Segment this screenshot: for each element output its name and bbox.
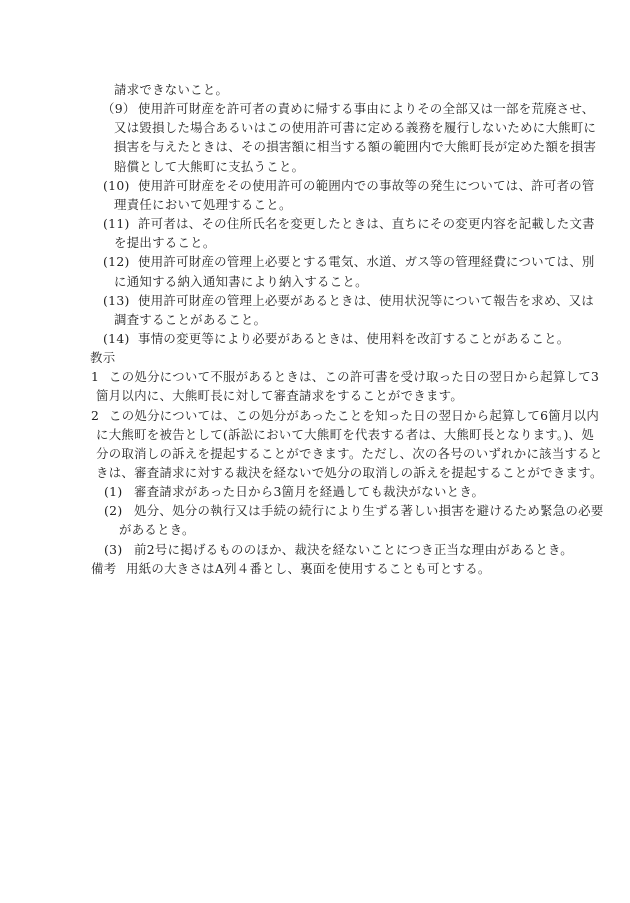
condition-text: 事情の変更等により必要があるときは、使用料を改訂することがあること。	[138, 330, 570, 346]
condition-text: 又は毀損した場合あるいはこの使用許可書に定める義務を履行しないために大熊町に	[114, 120, 597, 136]
condition-text: に通知する納入通知書により納入すること。	[114, 273, 368, 289]
condition-text: 使用許可財産をその使用許可の範囲内での事故等の発生については、許可者の管	[138, 177, 595, 193]
instruction-number: 1	[91, 369, 100, 385]
subitem-number: (2)	[104, 503, 123, 519]
condition-text: 許可者は、その住所氏名を変更したときは、直ちにその変更内容を記載した文書	[138, 216, 595, 232]
condition-number: (10)	[103, 177, 130, 193]
condition-text: 賠償として大熊町に支払うこと。	[114, 158, 305, 174]
instruction-text: 箇月以内に、大熊町長に対して審査請求をすることができます。	[96, 388, 464, 404]
subitem-text: 処分、処分の執行又は手続の続行により生ずる著しい損害を避けるため緊急の必要	[134, 503, 604, 519]
instruction-text: きは、審査請求に対する裁決を経ないで処分の取消しの訴えを提起することができます。	[96, 465, 603, 480]
condition-text: 使用許可財産の管理上必要があるときは、使用状況等について報告を求め、又は	[138, 292, 595, 308]
condition-text: 理責任において処理すること。	[114, 196, 292, 212]
condition-number: (12)	[103, 254, 130, 270]
condition-text: を提出すること。	[114, 235, 216, 251]
instruction-heading: 教示	[90, 350, 116, 366]
instruction-text: この処分について不服があるときは、この許可書を受け取った日の翌日から起算して3	[109, 369, 600, 385]
remarks-text: 用紙の大きさはA列４番とし、裏面を使用することも可とする。	[126, 560, 491, 576]
subitem-number: (3)	[104, 541, 123, 557]
condition-text: 調査することがあること。	[114, 311, 267, 327]
condition-text: 使用許可財産を許可者の責めに帰する事由によりその全部又は一部を荒廃させ、	[138, 101, 595, 117]
continuation-text: 請求できないこと。	[114, 82, 229, 97]
condition-number: (11)	[103, 216, 130, 232]
instruction-number: 2	[91, 407, 100, 423]
instruction-text: この処分については、この処分があったことを知った日の翌日から起算して6箇月以内	[109, 407, 600, 423]
subitem-number: (1)	[104, 484, 123, 500]
subitem-text: があるとき。	[119, 522, 195, 538]
condition-number: (14)	[103, 330, 130, 346]
condition-number: （9）	[102, 101, 136, 117]
remarks-label: 備考	[91, 560, 117, 576]
instruction-text: に大熊町を被告として(訴訟において大熊町を代表する者は、大熊町長となります。)、処	[96, 426, 595, 442]
subitem-text: 審査請求があった日から3箇月を経過しても裁決がないとき。	[134, 484, 485, 500]
condition-number: (13)	[103, 292, 130, 308]
condition-text: 損害を与えたときは、その損害額に相当する額の範囲内で大熊町長が定めた額を損害	[114, 139, 597, 155]
condition-text: 使用許可財産の管理上必要とする電気、水道、ガス等の管理経費については、別	[138, 254, 595, 270]
instruction-text: 分の取消しの訴えを提起することができます。ただし、次の各号のいずれかに該当すると	[96, 445, 603, 461]
subitem-text: 前2号に掲げるもののほか、裁決を経ないことにつき正当な理由があるとき。	[134, 541, 573, 557]
